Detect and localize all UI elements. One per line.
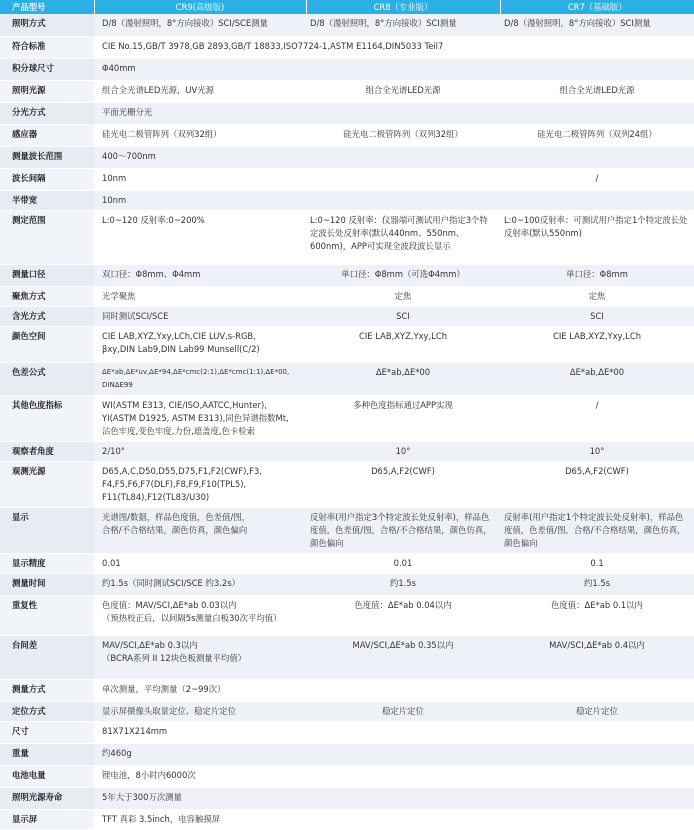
spec-row (0, 553, 694, 573)
spec-value-cr9: 光学聚焦 (94, 286, 306, 306)
spec-value-cr9: ΔE*ab,ΔE*uv,ΔE*94,ΔE*cmc(2:1),ΔE*cmc(1:1),ΔE*00, DINΔE99 (94, 362, 306, 395)
spec-row-label: 显示精度 (0, 553, 94, 573)
spec-value-cr7: D/8（漫射照明，8°方向接收）SCI测量 (500, 14, 694, 36)
spec-row-label: 测量方式 (0, 679, 94, 701)
spec-value-cr7: 10° (500, 441, 694, 461)
spec-row (0, 701, 694, 721)
spec-row-label: 积分球尺寸 (0, 58, 94, 80)
spec-row (0, 210, 694, 264)
spec-value-cr7: 单口径：Φ8mm (500, 264, 694, 286)
spec-value-cr7: / (500, 168, 694, 190)
spec-value-cr8: L:0~120 反射率：仪器端可测试用户指定3个特定波长处反射率(默认440nm、550nm、600nm)，APP可实现全波段波长显示 (306, 210, 500, 264)
spec-row-label: 聚焦方式 (0, 286, 94, 306)
spec-row-label: 色差公式 (0, 362, 94, 395)
header-model-cr7: CR7（基础版） (500, 0, 694, 14)
spec-value-cr9: 平面光栅分光 (94, 102, 694, 124)
spec-value-cr7: MAV/SCI,ΔE*ab 0.4以内 (500, 635, 694, 679)
spec-value-cr8: 色度值：ΔE*ab 0.04以内 (306, 595, 500, 635)
spec-value-cr8: 单口径：Φ8mm（可选Φ4mm） (306, 264, 500, 286)
spec-row (0, 190, 694, 210)
spec-row-label: 观察者角度 (0, 441, 94, 461)
spec-row (0, 264, 694, 286)
spec-value-cr9: D65,A,C,D50,D55,D75,F1,F2(CWF),F3, F4,F5,F6,F7(DLF),F8,F9,F10(TPL5), F11(TL84),F12(TL83/U30) (94, 461, 306, 507)
spec-row-label: 照明方式 (0, 14, 94, 36)
spec-row (0, 306, 694, 326)
spec-value-cr9: 400～700nm (94, 146, 694, 168)
spec-value-cr8: 反射率(用户指定3个特定波长处反射率)，样品色度值，色差值/图，合格/不合格结果，颜色仿真，颜色偏向 (306, 507, 500, 553)
spec-row-label: 测量波长范围 (0, 146, 94, 168)
spec-row (0, 326, 694, 362)
spec-row (0, 765, 694, 787)
spec-value-cr7: 定焦 (500, 286, 694, 306)
spec-row (0, 14, 694, 36)
spec-row-label: 重量 (0, 743, 94, 765)
spec-value-cr7: 反射率(用户指定1个特定波长处反射率)，样品色度值，色差值/图，合格/不合格结果，颜色仿真，颜色偏向 (500, 507, 694, 553)
spec-value-cr9: 10nm (94, 168, 500, 190)
spec-row (0, 146, 694, 168)
spec-value-cr8: D65,A,F2(CWF) (306, 461, 500, 507)
spec-row (0, 58, 694, 80)
spec-value-cr7: 0.1 (500, 553, 694, 573)
spec-row (0, 362, 694, 395)
spec-value-cr9: 组合全光谱LED光源，UV光源 (94, 80, 306, 102)
spec-row (0, 168, 694, 190)
spec-value-cr9: D/8（漫射照明，8°方向接收）SCI/SCE测量 (94, 14, 306, 36)
spec-value-cr9: WI(ASTM E313, CIE/ISO,AATCC,Hunter), YI(ASTM D1925, ASTM E313),同色异谱指数Mt, 沾色牢度,变色牢度,力份,遮盖度,色卡检索 (94, 395, 306, 441)
spec-row-label: 半带宽 (0, 190, 94, 210)
spec-row-label: 台间差 (0, 635, 94, 679)
spec-value-cr9: Φ40mm (94, 58, 694, 80)
spec-value-cr8: CIE LAB,XYZ,Yxy,LCh (306, 326, 500, 362)
spec-row-label: 显示 (0, 507, 94, 553)
spec-value-cr8: 0.01 (306, 553, 500, 573)
spec-value-cr9: 色度值：MAV/SCI,ΔE*ab 0.03以内 （预热校正后，以间隔5s测量白板30次平均值） (94, 595, 306, 635)
spec-value-cr8: 组合全光谱LED光源 (306, 80, 500, 102)
spec-value-cr8: 稳定片定位 (306, 701, 500, 721)
spec-row-label: 测量时间 (0, 573, 94, 595)
spec-row (0, 461, 694, 507)
spec-value-cr9: 约460g (94, 743, 694, 765)
spec-value-cr7: 组合全光谱LED光源 (500, 80, 694, 102)
spec-value-cr9: CIE LAB,XYZ,Yxy,LCh,CIE LUV,s-RGB, βxy,DIN Lab9,DIN Lab99 Munsell(C/2) (94, 326, 306, 362)
spec-value-cr9: 2/10° (94, 441, 306, 461)
spec-value-cr8: 10° (306, 441, 500, 461)
spec-value-cr9: CIE No.15,GB/T 3978,GB 2893,GB/T 18833,ISO7724-1,ASTM E1164,DIN5033 Teil7 (94, 36, 694, 58)
spec-row (0, 679, 694, 701)
spec-row (0, 721, 694, 743)
spec-value-cr9: 硅光电二极管阵列（双列32组） (94, 124, 306, 146)
spec-value-cr9: 锂电池，8小时内6000次 (94, 765, 694, 787)
spec-row (0, 102, 694, 124)
spec-row (0, 787, 694, 809)
spec-value-cr9: L:0~120 反射率:0~200% (94, 210, 306, 264)
spec-value-cr9: 单次测量，平均测量（2~99次） (94, 679, 694, 701)
spec-value-cr8: ΔE*ab,ΔE*00 (306, 362, 500, 395)
spec-value-cr7: D65,A,F2(CWF) (500, 461, 694, 507)
spec-row (0, 573, 694, 595)
header-label: 产品型号 (0, 0, 94, 14)
spec-value-cr8: 定焦 (306, 286, 500, 306)
spec-value-cr9: 5年大于300万次测量 (94, 787, 694, 809)
spec-row-label: 测量口径 (0, 264, 94, 286)
spec-row-label: 波长间隔 (0, 168, 94, 190)
spec-value-cr7: 色度值：ΔE*ab 0.1以内 (500, 595, 694, 635)
spec-row-label: 照明光源 (0, 80, 94, 102)
spec-value-cr7: ΔE*ab,ΔE*00 (500, 362, 694, 395)
spec-value-cr9: 约1.5s（同时测试SCI/SCE 约3.2s） (94, 573, 306, 595)
spec-value-cr8: 硅光电二极管阵列（双列32组） (306, 124, 500, 146)
spec-value-cr9: 同时测试SCI/SCE (94, 306, 306, 326)
spec-value-cr9: 0.01 (94, 553, 306, 573)
spec-value-cr7: L:0~100反射率：可测试用户指定1个特定波长处反射率(默认550nm) (500, 210, 694, 264)
spec-table-body (0, 14, 694, 829)
spec-value-cr9: MAV/SCI,ΔE*ab 0.3以内 （BCRA系列 II 12块色板测量平均值） (94, 635, 306, 679)
spec-row-label: 尺寸 (0, 721, 94, 743)
spec-value-cr7: 约1.5s (500, 573, 694, 595)
spec-value-cr7: SCI (500, 306, 694, 326)
spec-value-cr9: 双口径：Φ8mm、Φ4mm (94, 264, 306, 286)
spec-row (0, 507, 694, 553)
spec-row (0, 809, 694, 829)
spec-value-cr9: 81X71X214mm (94, 721, 694, 743)
spec-row-label: 照明光源寿命 (0, 787, 94, 809)
spec-value-cr7: CIE LAB,XYZ,Yxy,LCh (500, 326, 694, 362)
spec-row (0, 635, 694, 679)
spec-row-label: 重复性 (0, 595, 94, 635)
spec-row (0, 441, 694, 461)
spec-row (0, 395, 694, 441)
header-model-cr8: CR8（专业版） (306, 0, 500, 14)
spec-row-label: 含光方式 (0, 306, 94, 326)
spec-row (0, 124, 694, 146)
spec-value-cr7: 硅光电二极管阵列（双列24组） (500, 124, 694, 146)
spec-row-label: 显示屏 (0, 809, 94, 829)
spec-row-label: 电池电量 (0, 765, 94, 787)
spec-table-header (0, 0, 694, 14)
spec-value-cr8: 多种色度指标通过APP实现 (306, 395, 500, 441)
spec-row-label: 颜色空间 (0, 326, 94, 362)
spec-value-cr9: TFT 真彩 3.5inch，电容触摸屏 (94, 809, 694, 829)
header-model-cr9: CR9(高级版) (94, 0, 306, 14)
spec-row (0, 743, 694, 765)
spec-value-cr9: 光谱图/数据，样品色度值，色差值/图， 合格/不合格结果，颜色仿真，颜色偏向 (94, 507, 306, 553)
spec-row-label: 符合标准 (0, 36, 94, 58)
spec-row (0, 36, 694, 58)
spec-row-label: 分光方式 (0, 102, 94, 124)
spec-row-label: 其他色度指标 (0, 395, 94, 441)
spec-row (0, 595, 694, 635)
spec-value-cr8: MAV/SCI,ΔE*ab 0.35以内 (306, 635, 500, 679)
spec-row-label: 测定范围 (0, 210, 94, 264)
spec-row-label: 定位方式 (0, 701, 94, 721)
spec-value-cr8: 约1.5s (306, 573, 500, 595)
spec-value-cr7: / (500, 395, 694, 441)
spec-value-cr9: 显示屏摄像头取景定位、稳定片定位 (94, 701, 306, 721)
spec-row-label: 观测光源 (0, 461, 94, 507)
spec-row (0, 286, 694, 306)
spec-value-cr9: 10nm (94, 190, 694, 210)
spec-row-label: 感应器 (0, 124, 94, 146)
spec-value-cr8: SCI (306, 306, 500, 326)
spec-value-cr7: 稳定片定位 (500, 701, 694, 721)
spec-value-cr8: D/8（漫射照明，8°方向接收）SCI测量 (306, 14, 500, 36)
spec-row (0, 80, 694, 102)
